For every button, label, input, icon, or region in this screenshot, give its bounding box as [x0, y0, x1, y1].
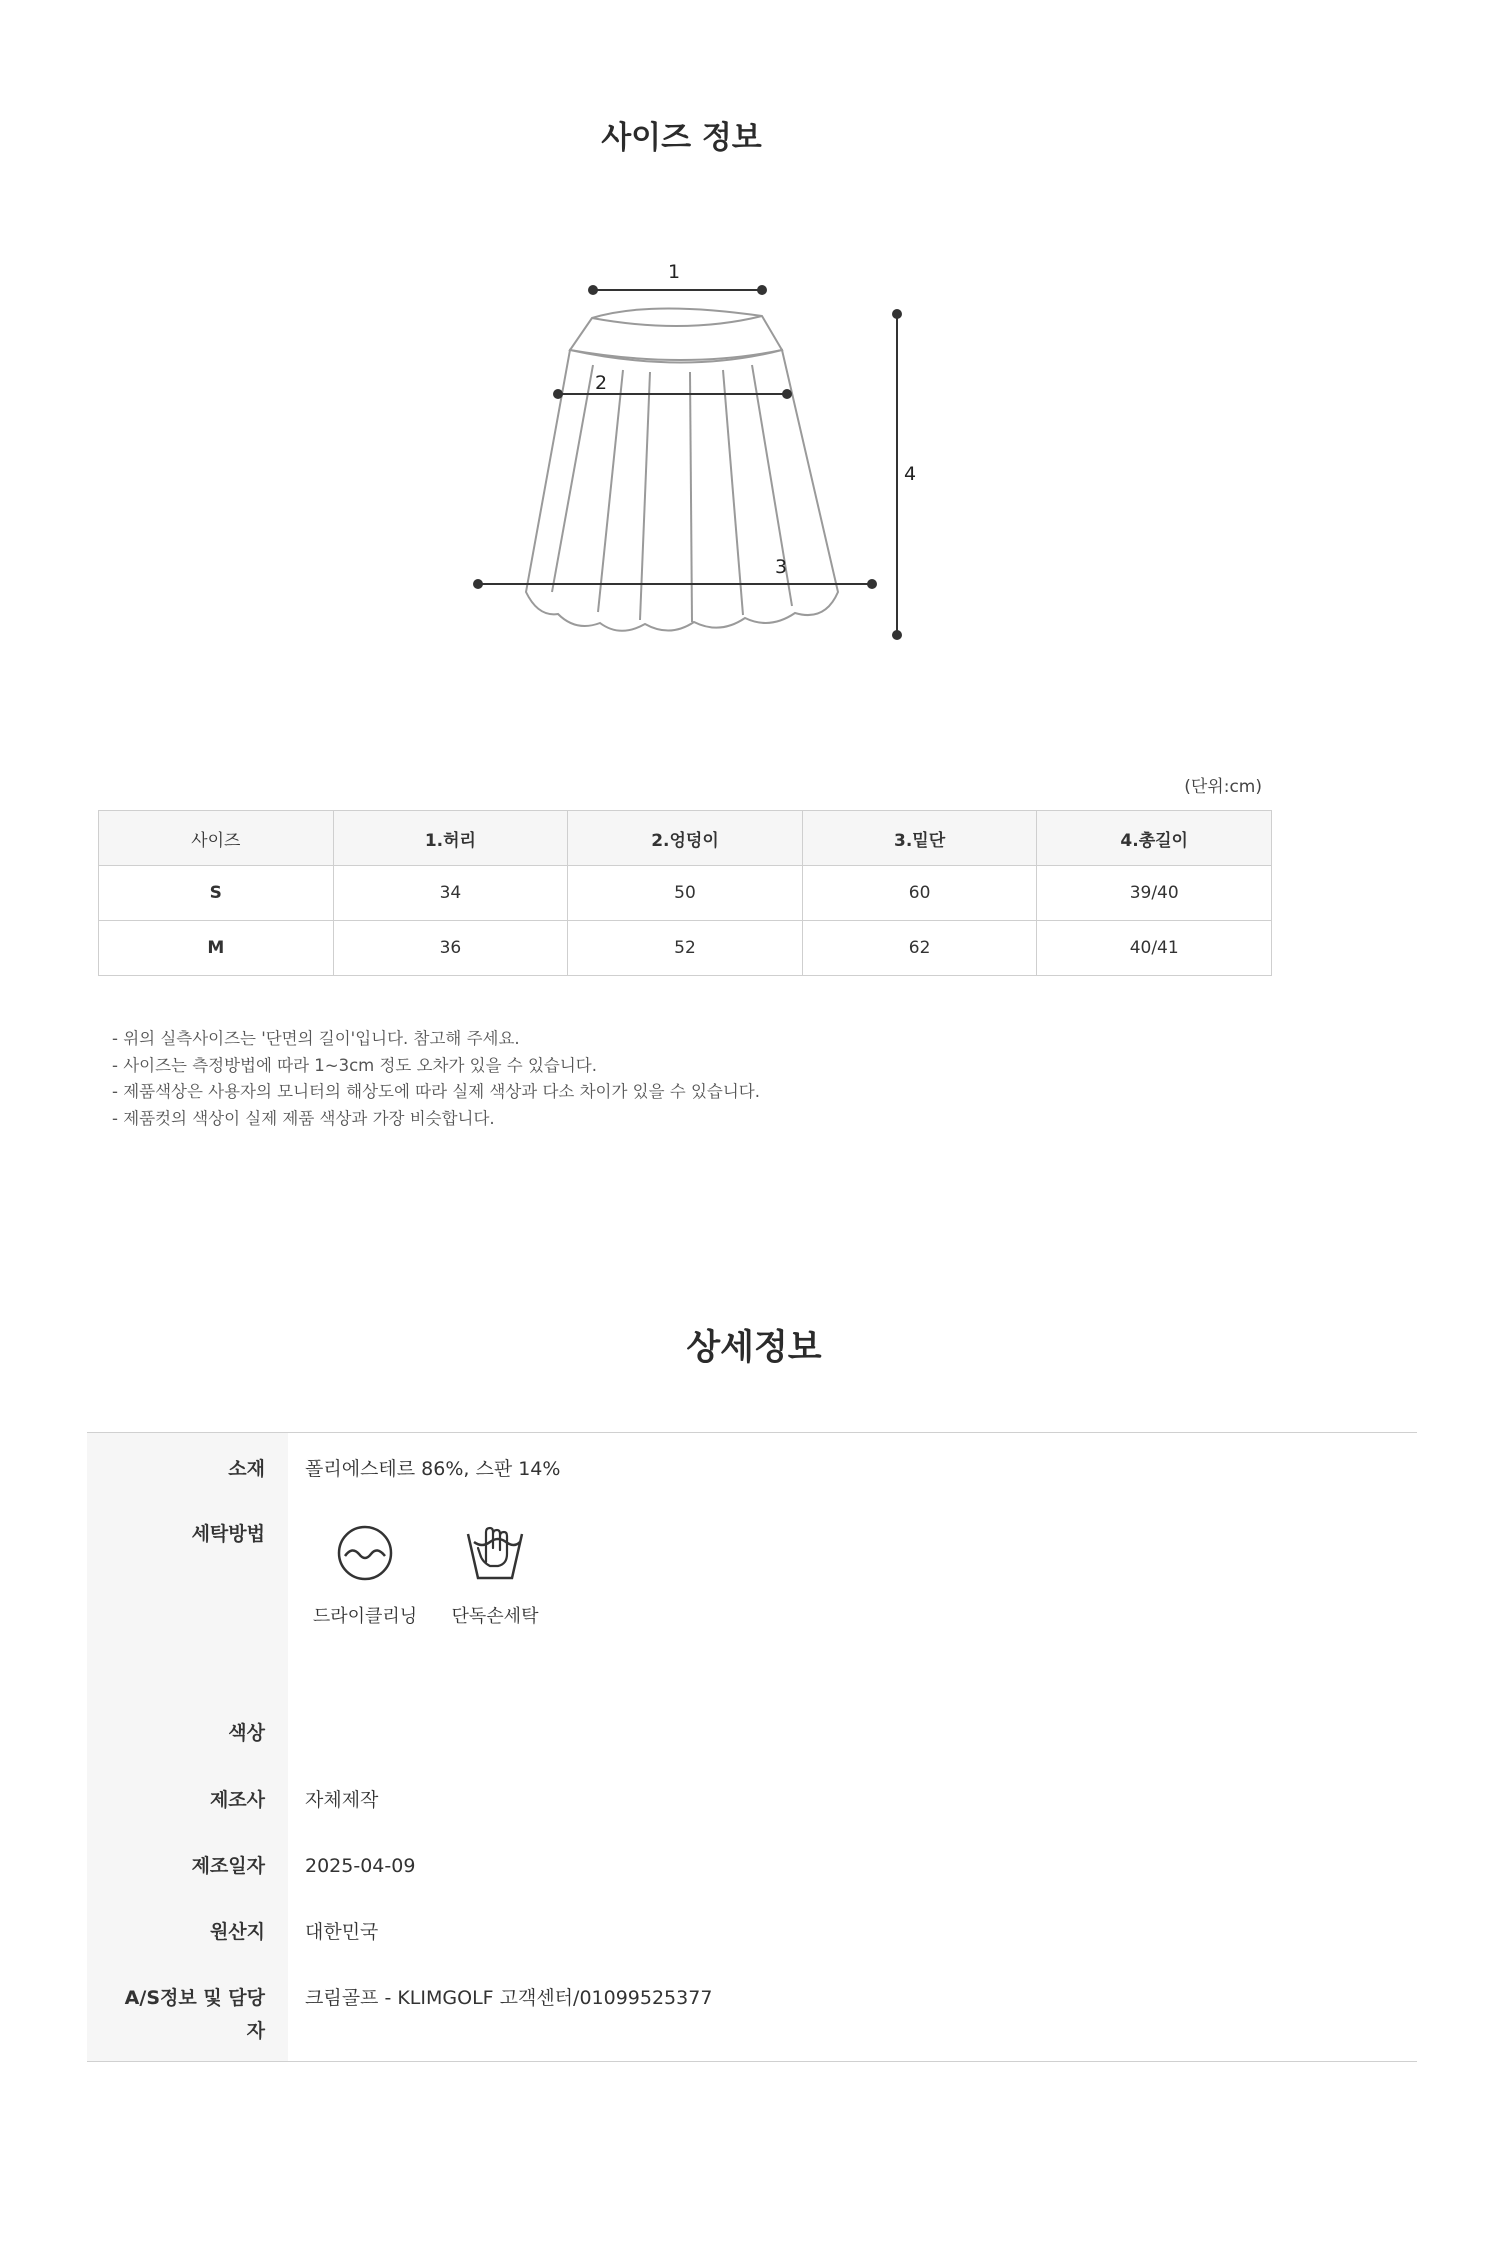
wash-item-hand-wash: [435, 1518, 555, 1628]
table-cell: 50: [568, 866, 803, 921]
skirt-measurement-diagram: [440, 240, 930, 660]
manufacturer-label: 제조사: [209, 1789, 265, 1811]
table-cell: 36: [333, 921, 568, 976]
header-hip: 2.엉덩이: [568, 811, 803, 866]
as-info-label-line2: 자: [246, 2020, 265, 2042]
hand-wash-icon: [460, 1518, 530, 1588]
size-info-title: 사이즈 정보: [601, 120, 762, 156]
table-cell: 52: [568, 921, 803, 976]
diagram-label-3: 3: [775, 556, 788, 578]
as-info-label: [87, 1982, 265, 2048]
note-item: - 제품색상은 사용자의 모니터의 해상도에 따라 실제 색상과 다소 차이가 있을 수 있습니다.: [112, 1082, 760, 1101]
hand-wash-label: 단독손세탁: [451, 1606, 539, 1627]
washing-label: 세탁방법: [191, 1523, 265, 1545]
table-cell: 39/40: [1037, 866, 1272, 921]
wash-item-dry-cleaning: [305, 1518, 425, 1628]
origin-value: 대한민국: [305, 1921, 379, 1943]
header-size: 사이즈: [99, 811, 334, 866]
header-hem: 3.밑단: [802, 811, 1037, 866]
diagram-label-2: 2: [595, 372, 608, 394]
dry-cleaning-label: 드라이클리닝: [312, 1606, 418, 1627]
note-item: - 사이즈는 측정방법에 따라 1~3cm 정도 오차가 있을 수 있습니다.: [112, 1055, 597, 1075]
origin-label: 원산지: [209, 1921, 265, 1943]
skirt-waistband: [570, 308, 782, 360]
table-cell: 40/41: [1037, 921, 1272, 976]
material-value: 폴리에스테르 86%, 스판 14%: [305, 1458, 561, 1480]
material-label: 소재: [228, 1458, 265, 1480]
header-waist: 1.허리: [333, 811, 568, 866]
row-size-label: S: [99, 866, 334, 921]
table-cell: 60: [802, 866, 1037, 921]
table-cell: 62: [802, 921, 1037, 976]
manufacture-date-label: 제조일자: [191, 1855, 265, 1877]
dry-cleaning-icon: [330, 1518, 400, 1588]
size-table: [98, 810, 1272, 976]
color-label: 색상: [228, 1722, 265, 1744]
size-notes: [112, 1026, 1112, 1132]
skirt-illustration: [440, 240, 930, 660]
table-row: [99, 866, 1272, 921]
header-total-length: 4.총길이: [1037, 811, 1272, 866]
row-size-label: M: [99, 921, 334, 976]
size-table-header-row: [99, 811, 1272, 866]
note-item: - 위의 실측사이즈는 '단면의 길이'입니다. 참고해 주세요.: [112, 1029, 520, 1048]
unit-note: (단위:cm): [1184, 777, 1262, 797]
detail-info-table: [87, 1432, 1417, 2062]
as-info-label-line1: A/S정보 및 담당: [124, 1987, 265, 2009]
table-cell: 34: [333, 866, 568, 921]
note-item: - 제품컷의 색상이 실제 제품 색상과 가장 비슷합니다.: [112, 1108, 495, 1128]
manufacture-date-value: 2025-04-09: [305, 1855, 416, 1877]
as-info-value: 크림골프 - KLIMGOLF 고객센터/01099525377: [305, 1987, 713, 2009]
detail-info-title: 상세정보: [686, 1328, 822, 1368]
table-row: [99, 921, 1272, 976]
washing-icons: [305, 1518, 605, 1638]
diagram-label-1: 1: [668, 261, 681, 283]
diagram-label-4: 4: [904, 463, 917, 485]
manufacturer-value: 자체제작: [305, 1789, 379, 1811]
